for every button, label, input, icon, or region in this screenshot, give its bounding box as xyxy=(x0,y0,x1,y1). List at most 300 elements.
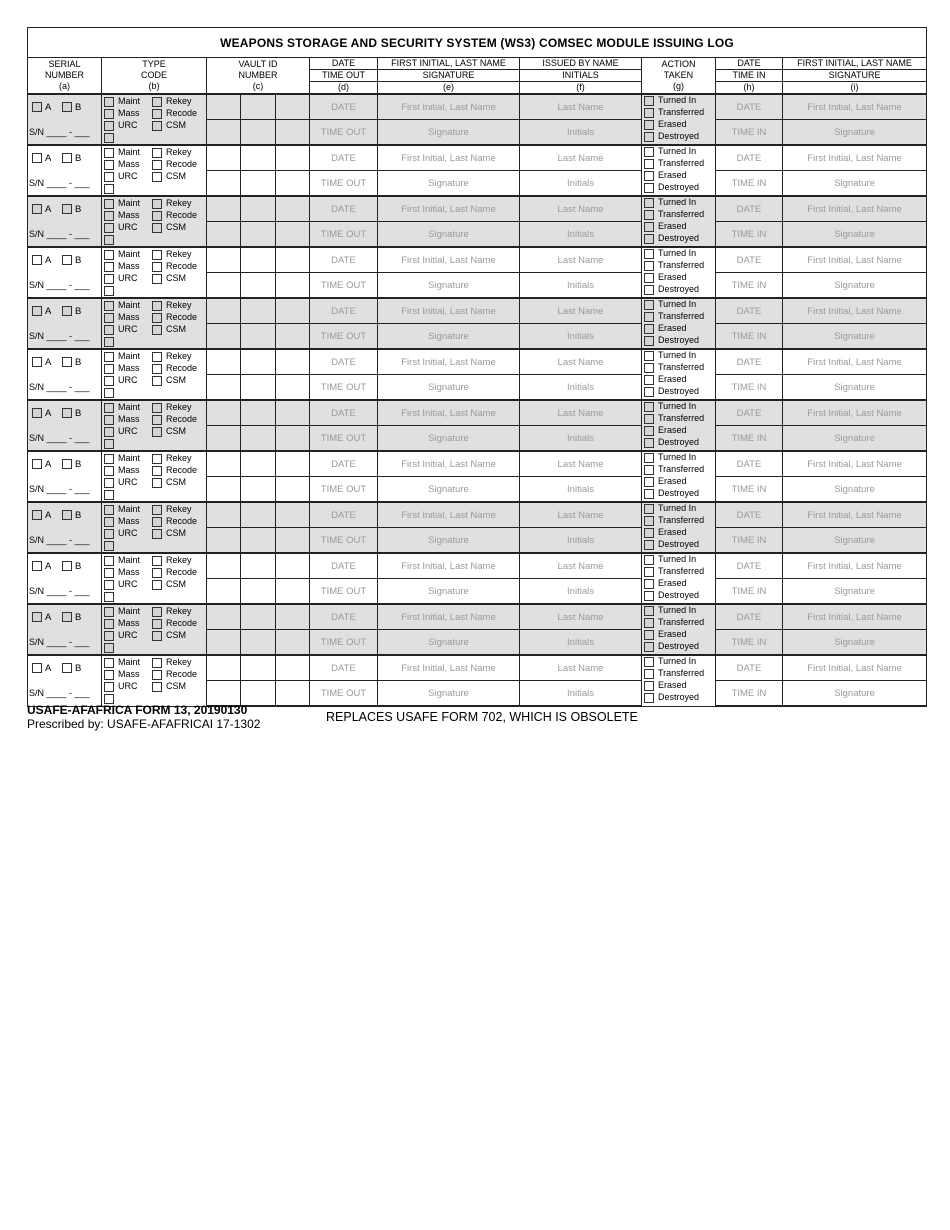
type-maint-checkbox[interactable] xyxy=(104,556,114,566)
type-urc-checkbox[interactable] xyxy=(104,274,114,284)
type-mass-checkbox[interactable] xyxy=(104,415,114,425)
time-in-field[interactable]: TIME IN xyxy=(716,681,783,707)
type-urc-checkbox[interactable] xyxy=(104,376,114,386)
action-destroyed-checkbox[interactable] xyxy=(644,336,654,346)
time-out-field[interactable]: TIME OUT xyxy=(310,222,378,248)
time-in-field[interactable]: TIME IN xyxy=(716,375,783,401)
issuer-initials-field[interactable]: Initials xyxy=(520,630,642,656)
type-recode-checkbox[interactable] xyxy=(152,364,162,374)
time-out-field[interactable]: TIME OUT xyxy=(310,273,378,299)
type-maint-checkbox[interactable] xyxy=(104,199,114,209)
receiver-name-field[interactable]: First Initial, Last Name xyxy=(378,94,520,120)
returner-name-field[interactable]: First Initial, Last Name xyxy=(783,298,927,324)
action-destroyed-checkbox[interactable] xyxy=(644,438,654,448)
receiver-name-field[interactable]: First Initial, Last Name xyxy=(378,298,520,324)
serial-b-checkbox[interactable] xyxy=(62,459,72,469)
action-destroyed-checkbox[interactable] xyxy=(644,234,654,244)
type-other-checkbox[interactable] xyxy=(104,133,114,143)
receiver-signature-field[interactable]: Signature xyxy=(378,630,520,656)
action-turned-in-checkbox[interactable] xyxy=(644,300,654,310)
type-maint-checkbox[interactable] xyxy=(104,97,114,107)
action-erased-checkbox[interactable] xyxy=(644,630,654,640)
action-transferred-checkbox[interactable] xyxy=(644,567,654,577)
returner-signature-field[interactable]: Signature xyxy=(783,477,927,503)
date-in-field[interactable]: DATE xyxy=(716,247,783,273)
action-transferred-checkbox[interactable] xyxy=(644,516,654,526)
type-mass-checkbox[interactable] xyxy=(104,313,114,323)
type-other-checkbox[interactable] xyxy=(104,184,114,194)
type-rekey-checkbox[interactable] xyxy=(152,454,162,464)
type-csm-checkbox[interactable] xyxy=(152,172,162,182)
serial-a-checkbox[interactable] xyxy=(32,204,42,214)
returner-name-field[interactable]: First Initial, Last Name xyxy=(783,451,927,477)
date-in-field[interactable]: DATE xyxy=(716,94,783,120)
action-destroyed-checkbox[interactable] xyxy=(644,132,654,142)
time-in-field[interactable]: TIME IN xyxy=(716,579,783,605)
receiver-name-field[interactable]: First Initial, Last Name xyxy=(378,145,520,171)
issuer-initials-field[interactable]: Initials xyxy=(520,477,642,503)
action-erased-checkbox[interactable] xyxy=(644,528,654,538)
type-mass-checkbox[interactable] xyxy=(104,109,114,119)
time-out-field[interactable]: TIME OUT xyxy=(310,528,378,554)
time-out-field[interactable]: TIME OUT xyxy=(310,324,378,350)
type-other-checkbox[interactable] xyxy=(104,643,114,653)
date-out-field[interactable]: DATE xyxy=(310,655,378,681)
action-transferred-checkbox[interactable] xyxy=(644,159,654,169)
returner-signature-field[interactable]: Signature xyxy=(783,273,927,299)
issued-by-name-field[interactable]: Last Name xyxy=(520,502,642,528)
date-out-field[interactable]: DATE xyxy=(310,196,378,222)
vault-id-cell[interactable] xyxy=(207,630,310,656)
vault-id-cell[interactable] xyxy=(207,94,310,120)
action-turned-in-checkbox[interactable] xyxy=(644,657,654,667)
type-other-checkbox[interactable] xyxy=(104,235,114,245)
receiver-signature-field[interactable]: Signature xyxy=(378,171,520,197)
receiver-name-field[interactable]: First Initial, Last Name xyxy=(378,451,520,477)
type-csm-checkbox[interactable] xyxy=(152,529,162,539)
time-in-field[interactable]: TIME IN xyxy=(716,324,783,350)
type-csm-checkbox[interactable] xyxy=(152,427,162,437)
vault-id-cell[interactable] xyxy=(207,222,310,248)
action-turned-in-checkbox[interactable] xyxy=(644,555,654,565)
action-erased-checkbox[interactable] xyxy=(644,375,654,385)
type-rekey-checkbox[interactable] xyxy=(152,199,162,209)
returner-name-field[interactable]: First Initial, Last Name xyxy=(783,400,927,426)
action-destroyed-checkbox[interactable] xyxy=(644,489,654,499)
type-rekey-checkbox[interactable] xyxy=(152,250,162,260)
action-destroyed-checkbox[interactable] xyxy=(644,693,654,703)
action-erased-checkbox[interactable] xyxy=(644,273,654,283)
type-mass-checkbox[interactable] xyxy=(104,211,114,221)
type-rekey-checkbox[interactable] xyxy=(152,403,162,413)
type-recode-checkbox[interactable] xyxy=(152,160,162,170)
action-erased-checkbox[interactable] xyxy=(644,171,654,181)
action-transferred-checkbox[interactable] xyxy=(644,108,654,118)
time-out-field[interactable]: TIME OUT xyxy=(310,477,378,503)
date-out-field[interactable]: DATE xyxy=(310,400,378,426)
issued-by-name-field[interactable]: Last Name xyxy=(520,94,642,120)
receiver-signature-field[interactable]: Signature xyxy=(378,528,520,554)
time-in-field[interactable]: TIME IN xyxy=(716,171,783,197)
type-other-checkbox[interactable] xyxy=(104,541,114,551)
serial-b-checkbox[interactable] xyxy=(62,153,72,163)
issuer-initials-field[interactable]: Initials xyxy=(520,579,642,605)
action-turned-in-checkbox[interactable] xyxy=(644,147,654,157)
type-maint-checkbox[interactable] xyxy=(104,301,114,311)
date-out-field[interactable]: DATE xyxy=(310,553,378,579)
time-in-field[interactable]: TIME IN xyxy=(716,528,783,554)
date-in-field[interactable]: DATE xyxy=(716,400,783,426)
action-erased-checkbox[interactable] xyxy=(644,222,654,232)
action-transferred-checkbox[interactable] xyxy=(644,312,654,322)
serial-b-checkbox[interactable] xyxy=(62,663,72,673)
serial-b-checkbox[interactable] xyxy=(62,510,72,520)
receiver-name-field[interactable]: First Initial, Last Name xyxy=(378,553,520,579)
returner-name-field[interactable]: First Initial, Last Name xyxy=(783,553,927,579)
type-maint-checkbox[interactable] xyxy=(104,658,114,668)
type-other-checkbox[interactable] xyxy=(104,439,114,449)
serial-a-checkbox[interactable] xyxy=(32,561,42,571)
returner-name-field[interactable]: First Initial, Last Name xyxy=(783,94,927,120)
serial-sn-field[interactable]: ____ - ___ xyxy=(46,382,90,392)
serial-sn-field[interactable]: ____ - ___ xyxy=(46,637,90,647)
receiver-signature-field[interactable]: Signature xyxy=(378,681,520,707)
type-other-checkbox[interactable] xyxy=(104,337,114,347)
type-urc-checkbox[interactable] xyxy=(104,631,114,641)
vault-id-cell[interactable] xyxy=(207,196,310,222)
returner-signature-field[interactable]: Signature xyxy=(783,630,927,656)
time-out-field[interactable]: TIME OUT xyxy=(310,120,378,146)
time-in-field[interactable]: TIME IN xyxy=(716,222,783,248)
type-csm-checkbox[interactable] xyxy=(152,631,162,641)
time-out-field[interactable]: TIME OUT xyxy=(310,375,378,401)
type-rekey-checkbox[interactable] xyxy=(152,148,162,158)
returner-name-field[interactable]: First Initial, Last Name xyxy=(783,604,927,630)
vault-id-cell[interactable] xyxy=(207,171,310,197)
type-maint-checkbox[interactable] xyxy=(104,454,114,464)
date-in-field[interactable]: DATE xyxy=(716,349,783,375)
time-out-field[interactable]: TIME OUT xyxy=(310,579,378,605)
type-mass-checkbox[interactable] xyxy=(104,160,114,170)
receiver-name-field[interactable]: First Initial, Last Name xyxy=(378,655,520,681)
issued-by-name-field[interactable]: Last Name xyxy=(520,400,642,426)
action-transferred-checkbox[interactable] xyxy=(644,261,654,271)
receiver-signature-field[interactable]: Signature xyxy=(378,273,520,299)
serial-a-checkbox[interactable] xyxy=(32,357,42,367)
time-in-field[interactable]: TIME IN xyxy=(716,630,783,656)
date-out-field[interactable]: DATE xyxy=(310,94,378,120)
receiver-signature-field[interactable]: Signature xyxy=(378,222,520,248)
action-destroyed-checkbox[interactable] xyxy=(644,642,654,652)
type-mass-checkbox[interactable] xyxy=(104,670,114,680)
receiver-signature-field[interactable]: Signature xyxy=(378,324,520,350)
type-csm-checkbox[interactable] xyxy=(152,580,162,590)
serial-a-checkbox[interactable] xyxy=(32,408,42,418)
receiver-name-field[interactable]: First Initial, Last Name xyxy=(378,604,520,630)
returner-signature-field[interactable]: Signature xyxy=(783,528,927,554)
time-in-field[interactable]: TIME IN xyxy=(716,120,783,146)
serial-a-checkbox[interactable] xyxy=(32,255,42,265)
returner-signature-field[interactable]: Signature xyxy=(783,375,927,401)
issued-by-name-field[interactable]: Last Name xyxy=(520,655,642,681)
vault-id-cell[interactable] xyxy=(207,579,310,605)
serial-a-checkbox[interactable] xyxy=(32,459,42,469)
type-csm-checkbox[interactable] xyxy=(152,274,162,284)
receiver-signature-field[interactable]: Signature xyxy=(378,375,520,401)
receiver-name-field[interactable]: First Initial, Last Name xyxy=(378,349,520,375)
action-erased-checkbox[interactable] xyxy=(644,120,654,130)
time-out-field[interactable]: TIME OUT xyxy=(310,171,378,197)
date-out-field[interactable]: DATE xyxy=(310,349,378,375)
serial-sn-field[interactable]: ____ - ___ xyxy=(46,688,90,698)
issuer-initials-field[interactable]: Initials xyxy=(520,681,642,707)
action-destroyed-checkbox[interactable] xyxy=(644,540,654,550)
vault-id-cell[interactable] xyxy=(207,528,310,554)
returner-name-field[interactable]: First Initial, Last Name xyxy=(783,196,927,222)
type-mass-checkbox[interactable] xyxy=(104,466,114,476)
serial-sn-field[interactable]: ____ - ___ xyxy=(46,586,90,596)
vault-id-cell[interactable] xyxy=(207,655,310,681)
issued-by-name-field[interactable]: Last Name xyxy=(520,349,642,375)
time-out-field[interactable]: TIME OUT xyxy=(310,681,378,707)
receiver-name-field[interactable]: First Initial, Last Name xyxy=(378,502,520,528)
action-turned-in-checkbox[interactable] xyxy=(644,504,654,514)
vault-id-cell[interactable] xyxy=(207,120,310,146)
serial-b-checkbox[interactable] xyxy=(62,204,72,214)
receiver-name-field[interactable]: First Initial, Last Name xyxy=(378,400,520,426)
type-rekey-checkbox[interactable] xyxy=(152,97,162,107)
type-maint-checkbox[interactable] xyxy=(104,148,114,158)
vault-id-cell[interactable] xyxy=(207,400,310,426)
type-maint-checkbox[interactable] xyxy=(104,403,114,413)
type-recode-checkbox[interactable] xyxy=(152,313,162,323)
issued-by-name-field[interactable]: Last Name xyxy=(520,451,642,477)
issuer-initials-field[interactable]: Initials xyxy=(520,222,642,248)
type-rekey-checkbox[interactable] xyxy=(152,556,162,566)
type-recode-checkbox[interactable] xyxy=(152,619,162,629)
type-csm-checkbox[interactable] xyxy=(152,223,162,233)
issuer-initials-field[interactable]: Initials xyxy=(520,171,642,197)
type-recode-checkbox[interactable] xyxy=(152,415,162,425)
time-in-field[interactable]: TIME IN xyxy=(716,273,783,299)
vault-id-cell[interactable] xyxy=(207,477,310,503)
vault-id-cell[interactable] xyxy=(207,324,310,350)
type-csm-checkbox[interactable] xyxy=(152,682,162,692)
serial-b-checkbox[interactable] xyxy=(62,612,72,622)
type-urc-checkbox[interactable] xyxy=(104,682,114,692)
type-other-checkbox[interactable] xyxy=(104,286,114,296)
type-other-checkbox[interactable] xyxy=(104,490,114,500)
date-in-field[interactable]: DATE xyxy=(716,502,783,528)
action-destroyed-checkbox[interactable] xyxy=(644,183,654,193)
returner-signature-field[interactable]: Signature xyxy=(783,681,927,707)
serial-a-checkbox[interactable] xyxy=(32,510,42,520)
serial-a-checkbox[interactable] xyxy=(32,102,42,112)
action-destroyed-checkbox[interactable] xyxy=(644,387,654,397)
action-turned-in-checkbox[interactable] xyxy=(644,402,654,412)
issuer-initials-field[interactable]: Initials xyxy=(520,324,642,350)
vault-id-cell[interactable] xyxy=(207,426,310,452)
returner-signature-field[interactable]: Signature xyxy=(783,171,927,197)
type-urc-checkbox[interactable] xyxy=(104,121,114,131)
action-turned-in-checkbox[interactable] xyxy=(644,351,654,361)
serial-b-checkbox[interactable] xyxy=(62,255,72,265)
type-mass-checkbox[interactable] xyxy=(104,517,114,527)
type-urc-checkbox[interactable] xyxy=(104,427,114,437)
serial-sn-field[interactable]: ____ - ___ xyxy=(46,280,90,290)
date-out-field[interactable]: DATE xyxy=(310,298,378,324)
receiver-signature-field[interactable]: Signature xyxy=(378,120,520,146)
action-turned-in-checkbox[interactable] xyxy=(644,198,654,208)
type-csm-checkbox[interactable] xyxy=(152,325,162,335)
type-other-checkbox[interactable] xyxy=(104,388,114,398)
type-recode-checkbox[interactable] xyxy=(152,211,162,221)
serial-a-checkbox[interactable] xyxy=(32,153,42,163)
receiver-signature-field[interactable]: Signature xyxy=(378,477,520,503)
serial-sn-field[interactable]: ____ - ___ xyxy=(46,229,90,239)
serial-b-checkbox[interactable] xyxy=(62,306,72,316)
vault-id-cell[interactable] xyxy=(207,451,310,477)
vault-id-cell[interactable] xyxy=(207,502,310,528)
type-rekey-checkbox[interactable] xyxy=(152,607,162,617)
action-turned-in-checkbox[interactable] xyxy=(644,96,654,106)
serial-sn-field[interactable]: ____ - ___ xyxy=(46,331,90,341)
action-transferred-checkbox[interactable] xyxy=(644,210,654,220)
type-maint-checkbox[interactable] xyxy=(104,250,114,260)
type-maint-checkbox[interactable] xyxy=(104,505,114,515)
serial-sn-field[interactable]: ____ - ___ xyxy=(46,127,90,137)
time-out-field[interactable]: TIME OUT xyxy=(310,630,378,656)
vault-id-cell[interactable] xyxy=(207,145,310,171)
date-out-field[interactable]: DATE xyxy=(310,145,378,171)
action-turned-in-checkbox[interactable] xyxy=(644,453,654,463)
issuer-initials-field[interactable]: Initials xyxy=(520,273,642,299)
date-in-field[interactable]: DATE xyxy=(716,145,783,171)
type-maint-checkbox[interactable] xyxy=(104,607,114,617)
issued-by-name-field[interactable]: Last Name xyxy=(520,553,642,579)
vault-id-cell[interactable] xyxy=(207,375,310,401)
type-recode-checkbox[interactable] xyxy=(152,568,162,578)
date-out-field[interactable]: DATE xyxy=(310,451,378,477)
issued-by-name-field[interactable]: Last Name xyxy=(520,145,642,171)
serial-sn-field[interactable]: ____ - ___ xyxy=(46,178,90,188)
type-rekey-checkbox[interactable] xyxy=(152,658,162,668)
serial-a-checkbox[interactable] xyxy=(32,306,42,316)
issuer-initials-field[interactable]: Initials xyxy=(520,528,642,554)
action-erased-checkbox[interactable] xyxy=(644,681,654,691)
vault-id-cell[interactable] xyxy=(207,349,310,375)
serial-a-checkbox[interactable] xyxy=(32,612,42,622)
serial-b-checkbox[interactable] xyxy=(62,408,72,418)
time-in-field[interactable]: TIME IN xyxy=(716,477,783,503)
type-csm-checkbox[interactable] xyxy=(152,121,162,131)
issuer-initials-field[interactable]: Initials xyxy=(520,426,642,452)
type-urc-checkbox[interactable] xyxy=(104,172,114,182)
type-urc-checkbox[interactable] xyxy=(104,325,114,335)
type-rekey-checkbox[interactable] xyxy=(152,505,162,515)
action-transferred-checkbox[interactable] xyxy=(644,465,654,475)
type-rekey-checkbox[interactable] xyxy=(152,352,162,362)
type-recode-checkbox[interactable] xyxy=(152,517,162,527)
serial-sn-field[interactable]: ____ - ___ xyxy=(46,484,90,494)
serial-b-checkbox[interactable] xyxy=(62,561,72,571)
type-recode-checkbox[interactable] xyxy=(152,466,162,476)
action-transferred-checkbox[interactable] xyxy=(644,414,654,424)
serial-a-checkbox[interactable] xyxy=(32,663,42,673)
action-erased-checkbox[interactable] xyxy=(644,477,654,487)
returner-name-field[interactable]: First Initial, Last Name xyxy=(783,247,927,273)
vault-id-cell[interactable] xyxy=(207,273,310,299)
type-urc-checkbox[interactable] xyxy=(104,223,114,233)
returner-name-field[interactable]: First Initial, Last Name xyxy=(783,349,927,375)
action-destroyed-checkbox[interactable] xyxy=(644,591,654,601)
returner-name-field[interactable]: First Initial, Last Name xyxy=(783,502,927,528)
serial-sn-field[interactable]: ____ - ___ xyxy=(46,535,90,545)
type-rekey-checkbox[interactable] xyxy=(152,301,162,311)
type-urc-checkbox[interactable] xyxy=(104,529,114,539)
date-out-field[interactable]: DATE xyxy=(310,604,378,630)
type-urc-checkbox[interactable] xyxy=(104,580,114,590)
issued-by-name-field[interactable]: Last Name xyxy=(520,196,642,222)
issuer-initials-field[interactable]: Initials xyxy=(520,120,642,146)
type-recode-checkbox[interactable] xyxy=(152,670,162,680)
type-mass-checkbox[interactable] xyxy=(104,619,114,629)
returner-signature-field[interactable]: Signature xyxy=(783,579,927,605)
time-out-field[interactable]: TIME OUT xyxy=(310,426,378,452)
type-recode-checkbox[interactable] xyxy=(152,109,162,119)
action-transferred-checkbox[interactable] xyxy=(644,669,654,679)
type-mass-checkbox[interactable] xyxy=(104,364,114,374)
type-maint-checkbox[interactable] xyxy=(104,352,114,362)
vault-id-cell[interactable] xyxy=(207,553,310,579)
action-destroyed-checkbox[interactable] xyxy=(644,285,654,295)
returner-name-field[interactable]: First Initial, Last Name xyxy=(783,655,927,681)
action-erased-checkbox[interactable] xyxy=(644,426,654,436)
receiver-name-field[interactable]: First Initial, Last Name xyxy=(378,247,520,273)
returner-name-field[interactable]: First Initial, Last Name xyxy=(783,145,927,171)
type-other-checkbox[interactable] xyxy=(104,592,114,602)
serial-b-checkbox[interactable] xyxy=(62,357,72,367)
type-csm-checkbox[interactable] xyxy=(152,478,162,488)
date-in-field[interactable]: DATE xyxy=(716,604,783,630)
date-in-field[interactable]: DATE xyxy=(716,655,783,681)
date-out-field[interactable]: DATE xyxy=(310,502,378,528)
action-turned-in-checkbox[interactable] xyxy=(644,249,654,259)
date-out-field[interactable]: DATE xyxy=(310,247,378,273)
receiver-name-field[interactable]: First Initial, Last Name xyxy=(378,196,520,222)
receiver-signature-field[interactable]: Signature xyxy=(378,579,520,605)
action-erased-checkbox[interactable] xyxy=(644,324,654,334)
date-in-field[interactable]: DATE xyxy=(716,451,783,477)
serial-b-checkbox[interactable] xyxy=(62,102,72,112)
vault-id-cell[interactable] xyxy=(207,247,310,273)
issued-by-name-field[interactable]: Last Name xyxy=(520,247,642,273)
vault-id-cell[interactable] xyxy=(207,298,310,324)
date-in-field[interactable]: DATE xyxy=(716,298,783,324)
returner-signature-field[interactable]: Signature xyxy=(783,426,927,452)
issued-by-name-field[interactable]: Last Name xyxy=(520,604,642,630)
action-transferred-checkbox[interactable] xyxy=(644,618,654,628)
type-mass-checkbox[interactable] xyxy=(104,568,114,578)
receiver-signature-field[interactable]: Signature xyxy=(378,426,520,452)
returner-signature-field[interactable]: Signature xyxy=(783,324,927,350)
date-in-field[interactable]: DATE xyxy=(716,196,783,222)
action-erased-checkbox[interactable] xyxy=(644,579,654,589)
issuer-initials-field[interactable]: Initials xyxy=(520,375,642,401)
type-urc-checkbox[interactable] xyxy=(104,478,114,488)
date-in-field[interactable]: DATE xyxy=(716,553,783,579)
returner-signature-field[interactable]: Signature xyxy=(783,222,927,248)
